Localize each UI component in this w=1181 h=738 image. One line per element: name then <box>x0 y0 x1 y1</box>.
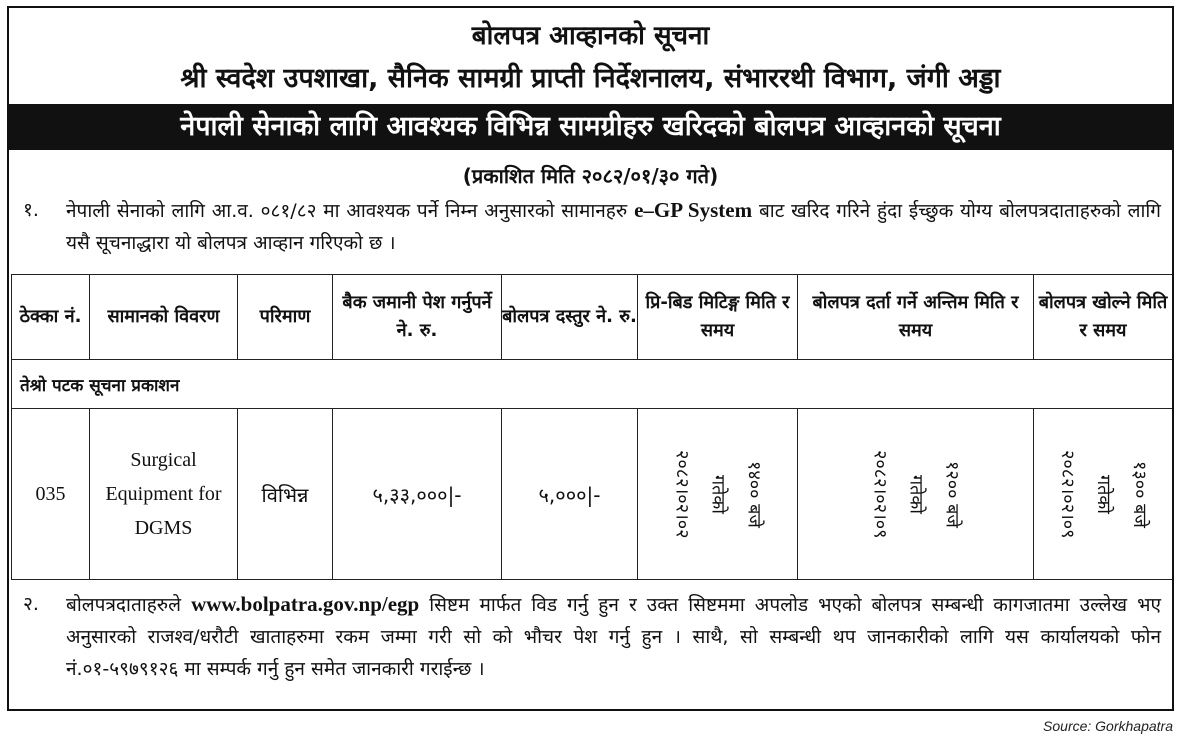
table-header-row <box>12 275 1173 360</box>
contract-number-cell: 035 <box>12 409 90 580</box>
opening-gate: गतेको <box>1093 474 1114 514</box>
bolpatra-url: www.bolpatra.gov.np/egp <box>191 592 420 616</box>
submission-time: १२०० बजे <box>941 460 963 528</box>
paragraph-2-text-start: बोलपत्रदाताहरुले <box>66 594 182 616</box>
header-submission-deadline: बोलपत्र दर्ता गर्ने अन्तिम मिति र समय <box>798 275 1034 360</box>
header-opening-date: बोलपत्र खोल्ने मिति र समय <box>1034 275 1173 360</box>
header-quantity: परिमाण <box>238 275 333 360</box>
phase-label: तेश्रो पटक सूचना प्रकाशन <box>12 360 1173 409</box>
table-row <box>12 409 1173 580</box>
header-prebid-meeting: प्रि-बिड मिटिङ्ग मिति र समय <box>638 275 798 360</box>
quantity-cell: विभिन्न <box>238 409 333 580</box>
opening-cell <box>1034 409 1173 580</box>
source-credit: Source: Gorkhapatra <box>1043 718 1173 734</box>
paragraph-2-number: २. <box>23 593 39 615</box>
opening-date: २०८२।०२।०९ <box>1057 449 1078 539</box>
submission-date: २०८२।०२।०९ <box>869 449 891 539</box>
phase-row <box>12 360 1173 409</box>
prebid-gate: गतेको <box>707 474 729 514</box>
notice-banner: नेपाली सेनाको लागि आवश्यक विभिन्न सामग्रीहरु खरिदको बोलपत्र आव्हानको सूचना <box>9 104 1172 150</box>
office-name: श्री स्वदेश उपशाखा, सैनिक सामग्री प्राप्ती निर्देशनालय, संभाररथी विभाग, जंगी अड्डा <box>180 63 1001 94</box>
notice-title: बोलपत्र आव्हानको सूचना <box>471 21 710 51</box>
paragraph-2-body <box>66 588 1161 685</box>
paragraph-1-text-end: बाट खरिद गरिने हुंदा ईच्छुक योग्य बोलपत्रदाताहरुको लागि यसै सूचनाद्धारा यो बोलपत्र आव्हान गरिएको छ । <box>66 200 1162 254</box>
tender-table <box>11 274 1173 580</box>
bank-guarantee-cell: ५,३३,०००|- <box>333 409 502 580</box>
paragraph-1-number: १. <box>23 199 39 221</box>
prebid-date: २०८२।०२।०२ <box>671 449 693 539</box>
published-date: (प्रकाशित मिति २०८२/०१/३० गते) <box>462 164 719 188</box>
header-item-description: सामानको विवरण <box>90 275 238 360</box>
paragraph-1 <box>21 194 1161 259</box>
egp-system-label: e–GP System <box>634 198 753 222</box>
prebid-cell <box>638 409 798 580</box>
header-contract-no: ठेक्का नं. <box>12 275 90 360</box>
tender-notice <box>7 6 1174 711</box>
paragraph-2-text-end: सिष्टम मार्फत विड गर्नु हुन र उक्त सिष्टममा अपलोड भएको बोलपत्र सम्बन्धी कागजातमा उल्लेख भए अनुसारको राजश्व/धरौटी खाताहरुमा रकम जम्मा गरी सो को भौचर पेश गर्नु हुन । साथै, सो सम्बन्धी थप जानकारीको लागि यस कार्यालयको फोन नं.०१-५९७९१२६ मा सम्पर्क गर्नु हुन समेत जानकारी गराईन्छ । <box>66 594 1161 680</box>
submission-gate: गतेको <box>905 474 927 514</box>
item-description-cell: Surgical Equipment for DGMS <box>90 409 238 580</box>
tender-fee-cell: ५,०००|- <box>502 409 638 580</box>
header-bank-guarantee: बैक जमानी पेश गर्नुपर्ने ने. रु. <box>333 275 502 360</box>
prebid-time: १४०० बजे <box>743 460 765 528</box>
header-tender-fee: बोलपत्र दस्तुर ने. रु. <box>502 275 638 360</box>
paragraph-1-text-start: नेपाली सेनाको लागि आ.व. ०८१/८२ मा आवश्यक पर्ने निम्न अनुसारको सामानहरु <box>66 200 628 222</box>
paragraph-1-body <box>66 194 1161 259</box>
submission-deadline-cell <box>798 409 1034 580</box>
paragraph-2 <box>21 588 1161 685</box>
opening-time: १३०० बजे <box>1129 460 1150 528</box>
